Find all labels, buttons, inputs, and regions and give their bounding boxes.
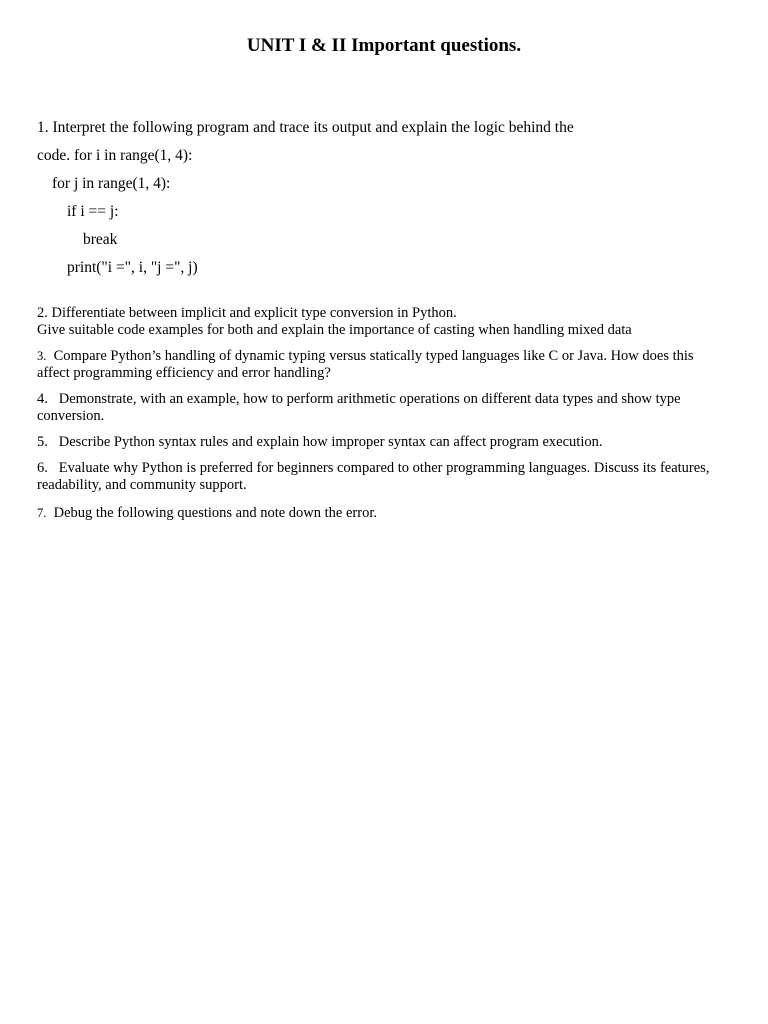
question-7 [37, 505, 727, 522]
question-number: 3. [37, 349, 47, 363]
question-4 [37, 391, 727, 425]
question-1-code-line-3: if i == j: [67, 203, 119, 220]
question-2-line-2: Give suitable code examples for both and explain the importance of casting when handling mixed data [37, 322, 632, 338]
question-3 [37, 348, 727, 382]
question-4-text: Demonstrate, with an example, how to perform arithmetic operations on different data types and show type conversion. [37, 391, 681, 424]
question-number: 6. [37, 460, 48, 476]
question-7-text: Debug the following questions and note down the error. [53, 505, 377, 521]
question-number: 2. [37, 305, 48, 321]
question-number: 7. [37, 506, 47, 520]
question-1-text: 1. Interpret the following program and trace its output and explain the logic behind the [37, 119, 574, 136]
question-5-text: Describe Python syntax rules and explain how improper syntax can affect program execution. [58, 434, 603, 450]
question-1-code-line-2: for j in range(1, 4): [52, 175, 171, 192]
page-title: UNIT I & II Important questions. [246, 35, 522, 56]
question-2 [37, 305, 727, 339]
question-1 [37, 118, 574, 286]
question-1-code-line-1: code. for i in range(1, 4): [37, 147, 193, 164]
question-3-text: Compare Python’s handling of dynamic typing versus statically typed languages like C or Java. How does this affect programming efficiency and error handling? [37, 348, 694, 381]
question-2-text: Differentiate between implicit and explicit type conversion in Python. [51, 305, 457, 321]
question-2-line-1 [37, 305, 727, 322]
question-1-code-line-4: break [83, 231, 118, 248]
question-number: 5. [37, 434, 48, 450]
question-1-code-line-5: print("i =", i, "j =", j) [67, 259, 198, 276]
question-6-text: Evaluate why Python is preferred for beginners compared to other programming languages. Discuss its features, readability, and community support. [37, 460, 710, 493]
question-5 [37, 434, 727, 451]
question-number: 4. [37, 391, 48, 407]
question-6 [37, 460, 727, 494]
